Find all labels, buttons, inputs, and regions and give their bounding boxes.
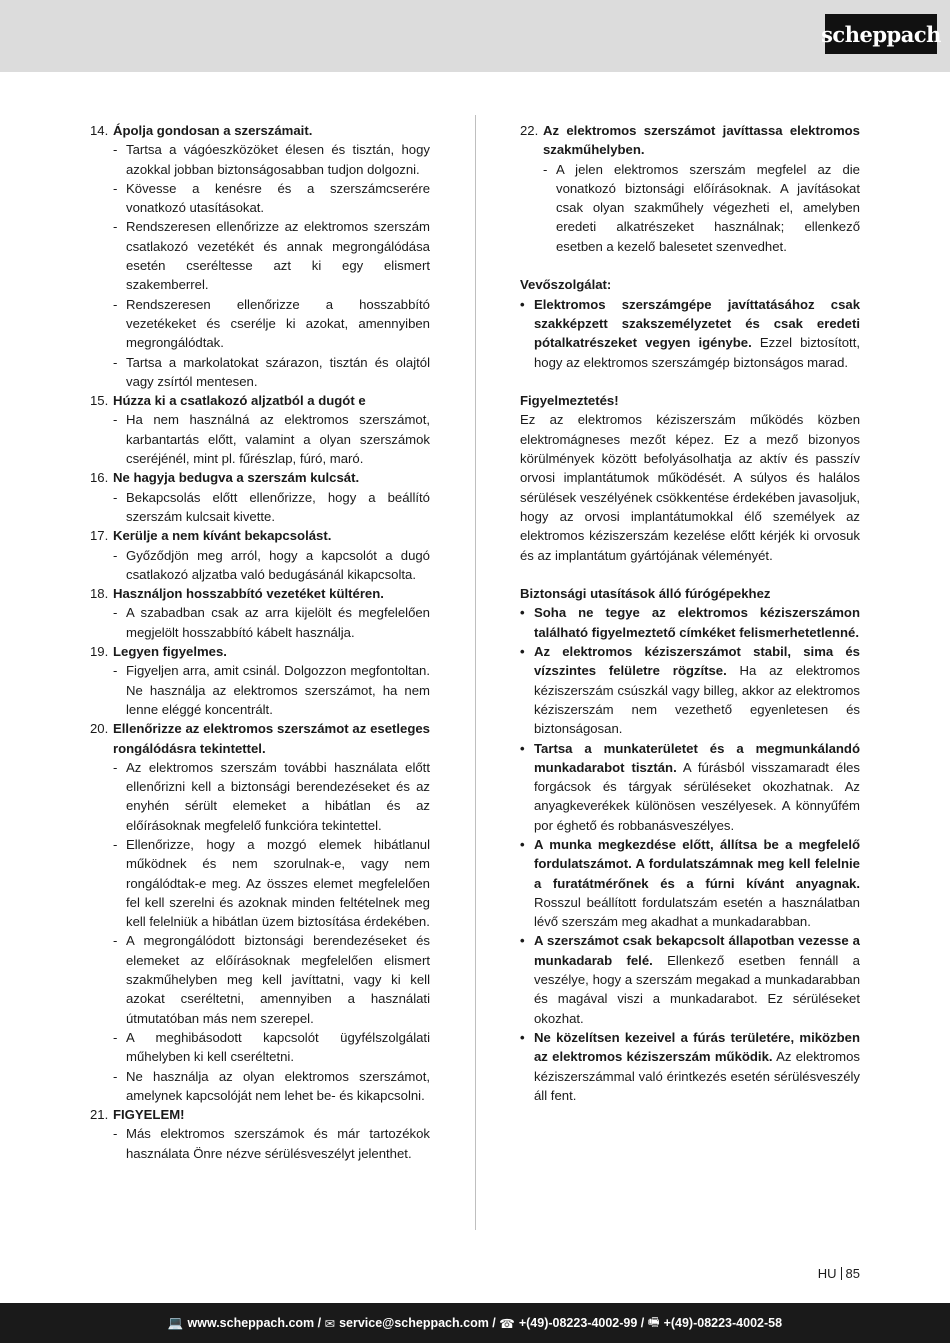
bullet-marker: • bbox=[520, 836, 525, 852]
dash-marker: - bbox=[113, 489, 118, 505]
item-title: Az elektromos szerszámot javíttassa elektromos szakműhelyben. bbox=[543, 123, 860, 158]
service-heading: Vevőszolgálat: bbox=[520, 277, 612, 293]
bullet-text: Ezzel biztosított, hogy az elektromos szerszámgép biztonságos marad. bbox=[534, 335, 860, 370]
page-number-value: 85 bbox=[845, 1266, 860, 1281]
bullet-text: Rosszul beállított fordulatszám esetén a használatban lévő szerszám meg akadhat a munkadarabban. bbox=[534, 894, 860, 930]
sub-item bbox=[113, 1124, 430, 1163]
bullet-bold-text: A munka megkezdése előtt, állítsa be a megfelelő fordulatszámot. A fordulatszámnak meg kell felelnie a furatátmérőnek és a fúrni kívánt anyagnak. bbox=[534, 836, 860, 891]
footer-fax: +(49)-08223-4002-58 bbox=[663, 1316, 783, 1330]
sub-item bbox=[113, 1067, 430, 1106]
left-column bbox=[90, 121, 430, 1163]
page-number-separator bbox=[841, 1267, 842, 1280]
item-number: 22. bbox=[520, 123, 539, 138]
numbered-item bbox=[90, 584, 430, 603]
item-title: Ellenőrizze az elektromos szerszámot az esetleges rongálódásra tekintettel. bbox=[113, 721, 430, 756]
sub-item bbox=[113, 217, 430, 294]
footer-email[interactable]: service@scheppach.com bbox=[339, 1316, 489, 1330]
drill-safety-heading: Biztonsági utasítások álló fúrógépekhez bbox=[520, 586, 771, 602]
mail-icon: ✉ bbox=[324, 1316, 336, 1331]
item-number: 17. bbox=[90, 528, 109, 544]
sub-item bbox=[113, 295, 430, 353]
sub-item bbox=[113, 931, 430, 1027]
sub-item-text: Tartsa a vágóeszközöket élesen és tisztán, hogy azokkal jobban biztonságosabban tudjon dolgozni. bbox=[126, 142, 430, 177]
sub-item bbox=[113, 488, 430, 527]
drill-safety-bullet bbox=[520, 603, 860, 642]
numbered-item bbox=[90, 1105, 430, 1124]
item-title: FIGYELEM! bbox=[113, 1107, 185, 1123]
sub-item-text: A meghibásodott kapcsolót ügyfélszolgálati műhelyben ki kell cseréltetni. bbox=[126, 1029, 430, 1065]
bullet-text: Az elektromos kéziszerszámmal való érintkezés esetén sérülésveszély áll fent. bbox=[534, 1049, 860, 1103]
dash-marker: - bbox=[113, 1029, 118, 1045]
right-column bbox=[520, 121, 860, 1105]
bullet-marker: • bbox=[520, 296, 525, 312]
dash-marker: - bbox=[113, 1068, 118, 1084]
footer-separator: / bbox=[488, 1316, 500, 1330]
bullet-marker: • bbox=[520, 644, 525, 660]
dash-marker: - bbox=[113, 1126, 118, 1142]
item-number: 14. bbox=[90, 123, 109, 138]
sub-item-text: Ellenőrizze, hogy a mozgó elemek hibátlanul működnek és nem szorulnak-e, vagy nem rongálódtak-e meg. Az összes elemet megfelelően fel kell szerelni és azoknak minden feltételnek meg kell felelniük a hibátlan üzem biztosítása érdekében. bbox=[126, 836, 430, 930]
sub-item-text: A szabadban csak az arra kijelölt és megfelelően megjelölt hosszabbító kábelt használja. bbox=[126, 605, 430, 640]
numbered-item bbox=[90, 468, 430, 487]
footer-bar bbox=[0, 1303, 950, 1343]
dash-marker: - bbox=[113, 836, 118, 852]
sub-item-text: Rendszeresen ellenőrizze a hosszabbító vezetékeket és cserélje ki azokat, amennyiben megrongálódtak. bbox=[126, 296, 430, 351]
dash-marker: - bbox=[113, 663, 118, 679]
bullet-bold-text: A szerszámot csak bekapcsolt állapotban vezesse a munkadarab felé. bbox=[534, 933, 860, 968]
sub-item bbox=[113, 140, 430, 179]
service-bullet bbox=[520, 295, 860, 372]
bullet-bold-text: Soha ne tegye az elektromos kéziszerszámon található figyelmeztető címkéket felismerhetetlenné. bbox=[534, 605, 860, 640]
dash-marker: - bbox=[113, 354, 118, 370]
item-number: 15. bbox=[90, 393, 109, 409]
sub-item-text: Ne használja az olyan elektromos szerszámot, amelynek kapcsolóját nem lehet be- és kikapcsolni. bbox=[126, 1068, 430, 1103]
bullet-bold-text: Tartsa a munkaterületet és a megmunkálandó munkadarabot tisztán. bbox=[534, 740, 860, 775]
dash-marker: - bbox=[113, 180, 118, 196]
sub-item bbox=[113, 603, 430, 642]
numbered-item bbox=[90, 642, 430, 661]
bullet-bold-text: Az elektromos kéziszerszámot stabil, sima és vízszintes felületre rögzítse. bbox=[534, 644, 860, 679]
dash-marker: - bbox=[543, 161, 548, 177]
item-title: Kerülje a nem kívánt bekapcsolást. bbox=[113, 528, 332, 544]
sub-item bbox=[113, 835, 430, 931]
computer-icon: 💻 bbox=[167, 1315, 184, 1330]
numbered-item bbox=[90, 121, 430, 140]
sub-item-text: Rendszeresen ellenőrizze az elektromos szerszám csatlakozó vezetékét és annak megrongálódása esetén cseréltesse azt ki egy elismert szakemberrel. bbox=[126, 219, 430, 293]
sub-item-text: Kövesse a kenésre és a szerszámcserére vonatkozó utasításokat. bbox=[126, 180, 430, 216]
sub-item-text: A jelen elektromos szerszám megfelel az die vonatkozó biztonsági előírásoknak. A javításokat csak olyan szakműhely végezheti el, amelyben eredeti alkatrészeket használnak; ellenkező esetben a kezelő balesetet szenvedhet. bbox=[556, 161, 860, 254]
bullet-marker: • bbox=[520, 740, 525, 756]
bullet-marker: • bbox=[520, 605, 525, 621]
bullet-text: Ellenkező esetben fennáll a veszélye, hogy a szerszám megakad a munkadarabban és magával viszi a munkadarabot. Ez sérüléseket okozhat. bbox=[534, 952, 860, 1026]
item-number: 16. bbox=[90, 470, 109, 486]
sub-item-text: Más elektromos szerszámok és már tartozékok használata Önre nézve sérülésveszélyt jelenthet. bbox=[126, 1126, 430, 1161]
dash-marker: - bbox=[113, 219, 118, 235]
item-number: 21. bbox=[90, 1107, 109, 1123]
language-code: HU bbox=[817, 1266, 837, 1281]
item-number: 20. bbox=[90, 721, 109, 737]
sub-item-text: Bekapcsolás előtt ellenőrizze, hogy a beállító szerszám kulcsait kivette. bbox=[126, 489, 430, 524]
footer-separator: / bbox=[637, 1316, 648, 1330]
drill-safety-bullet bbox=[520, 642, 860, 738]
sub-item-text: Győződjön meg arról, hogy a kapcsolót a dugó csatlakozó aljzatba való bedugásánál kikapcsolta. bbox=[126, 547, 430, 582]
drill-safety-bullet bbox=[520, 931, 860, 1027]
column-divider bbox=[475, 115, 476, 1230]
sub-item bbox=[113, 758, 430, 835]
sub-item bbox=[113, 661, 430, 719]
warning-heading: Figyelmeztetés! bbox=[520, 393, 619, 409]
item-title: Használjon hosszabbító vezetéket kültéren. bbox=[113, 586, 384, 602]
dash-marker: - bbox=[113, 759, 118, 775]
sub-item bbox=[113, 179, 430, 218]
item-title: Húzza ki a csatlakozó aljzatból a dugót e bbox=[113, 393, 366, 409]
scheppach-logo: scheppach bbox=[825, 14, 937, 54]
drill-safety-bullet bbox=[520, 739, 860, 835]
sub-item bbox=[543, 160, 860, 256]
sub-item-text: Figyeljen arra, amit csinál. Dolgozzon megfontoltan. Ne használja az elektromos szerszámot, ha nem lenne eléggé koncentrált. bbox=[126, 663, 430, 717]
footer-phone: +(49)-08223-4002-99 bbox=[518, 1316, 638, 1330]
dash-marker: - bbox=[113, 933, 118, 949]
drill-safety-bullet bbox=[520, 1028, 860, 1105]
item-number: 19. bbox=[90, 644, 109, 660]
bullet-bold-text: Elektromos szerszámgépe javíttatásához csak szakképzett szakszemélyzetet és csak eredeti pótalkatrészeket vegyen igénybe. bbox=[534, 296, 860, 351]
footer-website[interactable]: www.scheppach.com bbox=[187, 1316, 315, 1330]
sub-item-text: A megrongálódott biztonsági berendezéseket és elemeket az előírásoknak megfelelően elismert szakműhelyben meg kell javíttatni, vagy ki kell azokat cseréltetni, amennyiben a használati útmutatóban más nem szerepel. bbox=[126, 933, 430, 1026]
item-title: Ápolja gondosan a szerszámait. bbox=[113, 123, 313, 138]
dash-marker: - bbox=[113, 605, 118, 621]
sub-item bbox=[113, 546, 430, 585]
phone-icon: ☎ bbox=[499, 1316, 515, 1331]
numbered-item bbox=[90, 719, 430, 758]
dash-marker: - bbox=[113, 412, 118, 428]
dash-marker: - bbox=[113, 296, 118, 312]
dash-marker: - bbox=[113, 547, 118, 563]
drill-safety-bullet bbox=[520, 835, 860, 931]
sub-item-text: Az elektromos szerszám további használata előtt ellenőrizni kell a biztonsági berendezéseket és az enyhén sérült elemeket a hibátlan és az előírásoknak megfelelő funkcióra tekintettel. bbox=[126, 759, 430, 833]
header-band bbox=[0, 0, 950, 72]
item-22 bbox=[520, 121, 860, 160]
bullet-marker: • bbox=[520, 933, 525, 949]
bullet-bold-text: Ne közelítsen kezeivel a fúrás területére, miközben az elektromos kéziszerszám működik. bbox=[534, 1029, 860, 1065]
sub-item bbox=[113, 353, 430, 392]
sub-item bbox=[113, 410, 430, 468]
numbered-item bbox=[90, 391, 430, 410]
item-title: Ne hagyja bedugva a szerszám kulcsát. bbox=[113, 470, 360, 486]
dash-marker: - bbox=[113, 142, 118, 158]
numbered-item bbox=[90, 526, 430, 545]
footer-separator: / bbox=[314, 1316, 325, 1330]
bullet-marker: • bbox=[520, 1029, 525, 1045]
fax-icon: 🖷 bbox=[647, 1314, 660, 1329]
bullet-text: Ha az elektromos kéziszerszám csúszkál vagy billeg, akkor az elektromos kéziszerszám nem vezethető egyenletesen és biztonságosan. bbox=[534, 663, 860, 737]
warning-paragraph: Ez az elektromos kéziszerszám működés közben elektromágneses mezőt képez. Ez a mező bizonyos körülmények között befolyásolhatja az aktív és passzív orvosi implantátumok működését. A súlyos és halálos sérülések veszélyének csökkentése érdekében javasoljuk, hogy az orvosi implantátumokkal élő személyek az elektromos kéziszerszám kezelése előtt kérjék ki orvosuk és az implantátum gyártójának véleményét. bbox=[520, 412, 860, 563]
item-title: Legyen figyelmes. bbox=[113, 644, 227, 660]
sub-item-text: Tartsa a markolatokat szárazon, tisztán és olajtól vagy zsírtól mentesen. bbox=[126, 354, 430, 389]
sub-item bbox=[113, 1028, 430, 1067]
bullet-text: A fúrásból visszamaradt éles forgácsok és tárgyak sérüléseket okozhatnak. Az anyagkeverékek különösen veszélyesek. A könnyűfém por éghető és robbanásveszélyes. bbox=[534, 759, 860, 833]
item-number: 18. bbox=[90, 586, 109, 602]
sub-item-text: Ha nem használná az elektromos szerszámot, karbantartás előtt, valamint a olyan szerszámok cseréjénél, mint pl. fűrészlap, fúró, maró. bbox=[126, 412, 430, 467]
page-number bbox=[800, 1266, 860, 1281]
